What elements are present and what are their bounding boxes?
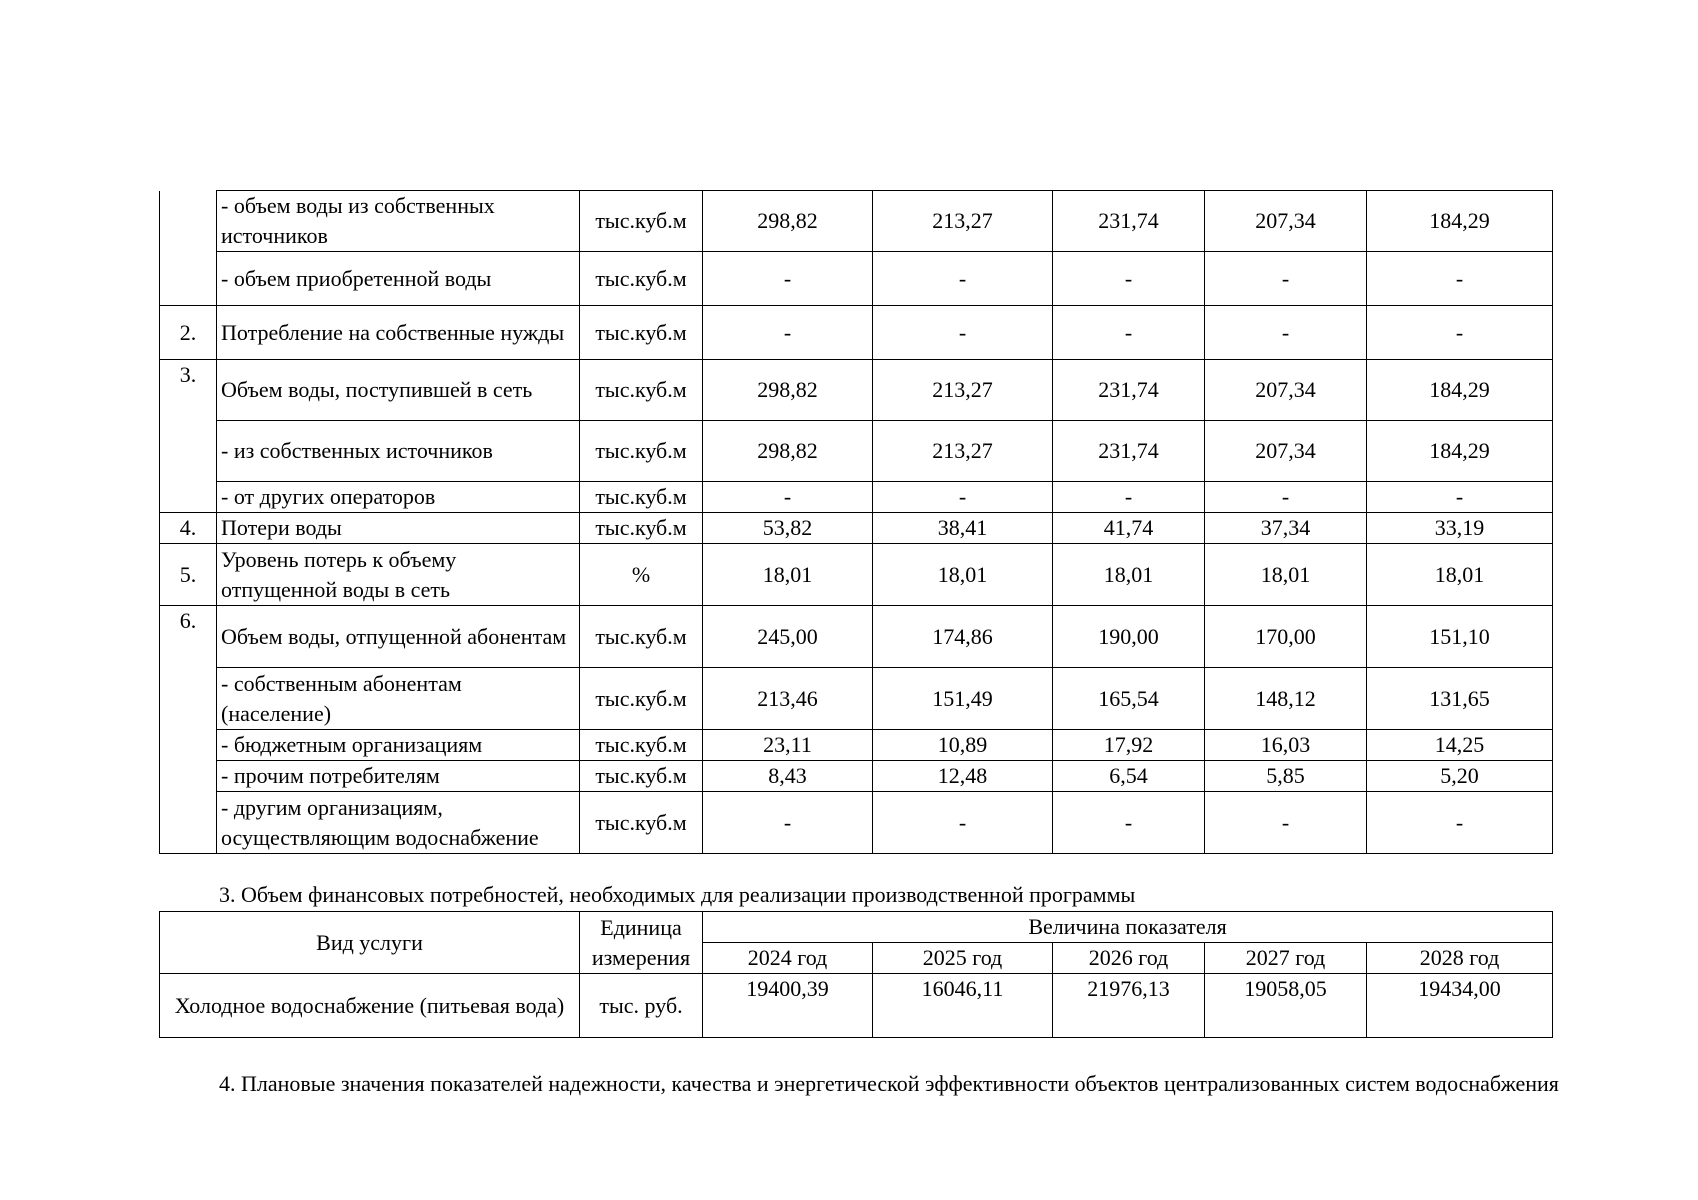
- row-number: 5.: [160, 544, 217, 606]
- table-row: [160, 668, 1553, 730]
- value-cell: -: [1367, 482, 1553, 513]
- value-cell: 33,19: [1367, 513, 1553, 544]
- value-cell: 207,34: [1205, 421, 1367, 482]
- value-cell: 165,54: [1053, 668, 1205, 730]
- row-label: - другим организациям, осуществляющим водоснабжение: [217, 792, 580, 854]
- row-label: - из собственных источников: [217, 421, 580, 482]
- row-unit: тыс. руб.: [580, 974, 703, 1038]
- value-cell: -: [1367, 792, 1553, 854]
- table-row: [160, 252, 1553, 306]
- value-cell: -: [873, 252, 1053, 306]
- col-header-unit: Единица измерения: [580, 912, 703, 974]
- value-cell: 184,29: [1367, 191, 1553, 252]
- year-header: 2026 год: [1053, 943, 1205, 974]
- table-row: [160, 421, 1553, 482]
- value-cell: 231,74: [1053, 360, 1205, 421]
- table-row: [160, 513, 1553, 544]
- row-label: - бюджетным организациям: [217, 730, 580, 761]
- value-cell: 245,00: [703, 606, 873, 668]
- value-cell: 231,74: [1053, 421, 1205, 482]
- table-row: [160, 191, 1553, 252]
- value-cell: 213,27: [873, 421, 1053, 482]
- value-cell: -: [1053, 792, 1205, 854]
- table-row: [160, 792, 1553, 854]
- year-header: 2028 год: [1367, 943, 1553, 974]
- row-unit: тыс.куб.м: [580, 730, 703, 761]
- row-number: 2.: [160, 306, 217, 360]
- year-header: 2024 год: [703, 943, 873, 974]
- value-cell: 151,10: [1367, 606, 1553, 668]
- value-cell: 16,03: [1205, 730, 1367, 761]
- row-label: Потери воды: [217, 513, 580, 544]
- value-cell: 5,20: [1367, 761, 1553, 792]
- row-number: [160, 191, 217, 306]
- value-cell: 18,01: [873, 544, 1053, 606]
- value-cell: 298,82: [703, 360, 873, 421]
- value-cell: 213,46: [703, 668, 873, 730]
- value-cell: 190,00: [1053, 606, 1205, 668]
- value-cell: 213,27: [873, 360, 1053, 421]
- value-cell: 151,49: [873, 668, 1053, 730]
- row-unit: тыс.куб.м: [580, 668, 703, 730]
- row-unit: %: [580, 544, 703, 606]
- value-cell: 170,00: [1205, 606, 1367, 668]
- value-cell: 148,12: [1205, 668, 1367, 730]
- table-row: [160, 544, 1553, 606]
- row-label: Объем воды, отпущенной абонентам: [217, 606, 580, 668]
- value-cell: 37,34: [1205, 513, 1367, 544]
- value-cell: -: [873, 306, 1053, 360]
- value-cell: -: [1367, 252, 1553, 306]
- value-cell: 23,11: [703, 730, 873, 761]
- value-cell: 184,29: [1367, 360, 1553, 421]
- value-cell: 12,48: [873, 761, 1053, 792]
- value-cell: 18,01: [1205, 544, 1367, 606]
- value-cell: -: [703, 252, 873, 306]
- table-row: [160, 730, 1553, 761]
- row-label: - объем приобретенной воды: [217, 252, 580, 306]
- section-3-heading: 3. Объем финансовых потребностей, необходимых для реализации производственной программы: [219, 882, 1136, 907]
- row-unit: тыс.куб.м: [580, 482, 703, 513]
- value-cell: -: [703, 306, 873, 360]
- row-label: Уровень потерь к объему отпущенной воды в сеть: [217, 544, 580, 606]
- value-cell: 19058,05: [1205, 974, 1367, 1038]
- value-cell: 38,41: [873, 513, 1053, 544]
- value-cell: 8,43: [703, 761, 873, 792]
- value-cell: 19434,00: [1367, 974, 1553, 1038]
- production-program-table: [159, 190, 1553, 854]
- row-unit: тыс.куб.м: [580, 421, 703, 482]
- row-unit: тыс.куб.м: [580, 252, 703, 306]
- value-cell: 18,01: [1367, 544, 1553, 606]
- col-header-value: Величина показателя: [703, 912, 1553, 943]
- value-cell: 231,74: [1053, 191, 1205, 252]
- value-cell: -: [873, 482, 1053, 513]
- value-cell: 18,01: [703, 544, 873, 606]
- row-unit: тыс.куб.м: [580, 761, 703, 792]
- value-cell: 53,82: [703, 513, 873, 544]
- value-cell: 17,92: [1053, 730, 1205, 761]
- row-label: - объем воды из собственных источников: [217, 191, 580, 252]
- value-cell: 213,27: [873, 191, 1053, 252]
- value-cell: 131,65: [1367, 668, 1553, 730]
- row-label: - собственным абонентам (население): [217, 668, 580, 730]
- row-unit: тыс.куб.м: [580, 360, 703, 421]
- section-4-heading: 4. Плановые значения показателей надежности, качества и энергетической эффективности объектов централизованных систем водоснабжения: [219, 1071, 1559, 1096]
- value-cell: 14,25: [1367, 730, 1553, 761]
- value-cell: 16046,11: [873, 974, 1053, 1038]
- table-row: [160, 482, 1553, 513]
- service-name: Холодное водоснабжение (питьевая вода): [160, 974, 580, 1038]
- row-label: - от других операторов: [217, 482, 580, 513]
- col-header-service: Вид услуги: [160, 912, 580, 974]
- value-cell: 207,34: [1205, 191, 1367, 252]
- value-cell: 5,85: [1205, 761, 1367, 792]
- value-cell: -: [1205, 482, 1367, 513]
- value-cell: -: [1053, 306, 1205, 360]
- table-row: [160, 606, 1553, 668]
- value-cell: -: [703, 482, 873, 513]
- row-number: 6.: [160, 606, 217, 854]
- value-cell: 207,34: [1205, 360, 1367, 421]
- row-unit: тыс.куб.м: [580, 606, 703, 668]
- value-cell: -: [1367, 306, 1553, 360]
- value-cell: -: [873, 792, 1053, 854]
- row-unit: тыс.куб.м: [580, 513, 703, 544]
- financial-needs-table: [159, 911, 1553, 1038]
- value-cell: 21976,13: [1053, 974, 1205, 1038]
- year-header: 2025 год: [873, 943, 1053, 974]
- row-label: Потребление на собственные нужды: [217, 306, 580, 360]
- value-cell: 298,82: [703, 191, 873, 252]
- row-number: 3.: [160, 360, 217, 513]
- value-cell: -: [1053, 482, 1205, 513]
- value-cell: -: [1053, 252, 1205, 306]
- value-cell: 41,74: [1053, 513, 1205, 544]
- table-header-row: [160, 912, 1553, 943]
- row-label: - прочим потребителям: [217, 761, 580, 792]
- value-cell: 184,29: [1367, 421, 1553, 482]
- value-cell: 174,86: [873, 606, 1053, 668]
- value-cell: -: [1205, 792, 1367, 854]
- value-cell: 18,01: [1053, 544, 1205, 606]
- value-cell: -: [1205, 252, 1367, 306]
- row-label: Объем воды, поступившей в сеть: [217, 360, 580, 421]
- value-cell: -: [1205, 306, 1367, 360]
- table-row: [160, 974, 1553, 1038]
- year-header: 2027 год: [1205, 943, 1367, 974]
- table-row: [160, 360, 1553, 421]
- row-unit: тыс.куб.м: [580, 792, 703, 854]
- row-unit: тыс.куб.м: [580, 306, 703, 360]
- value-cell: 6,54: [1053, 761, 1205, 792]
- table-row: [160, 306, 1553, 360]
- row-unit: тыс.куб.м: [580, 191, 703, 252]
- value-cell: -: [703, 792, 873, 854]
- value-cell: 19400,39: [703, 974, 873, 1038]
- row-number: 4.: [160, 513, 217, 544]
- value-cell: 298,82: [703, 421, 873, 482]
- table-row: [160, 761, 1553, 792]
- value-cell: 10,89: [873, 730, 1053, 761]
